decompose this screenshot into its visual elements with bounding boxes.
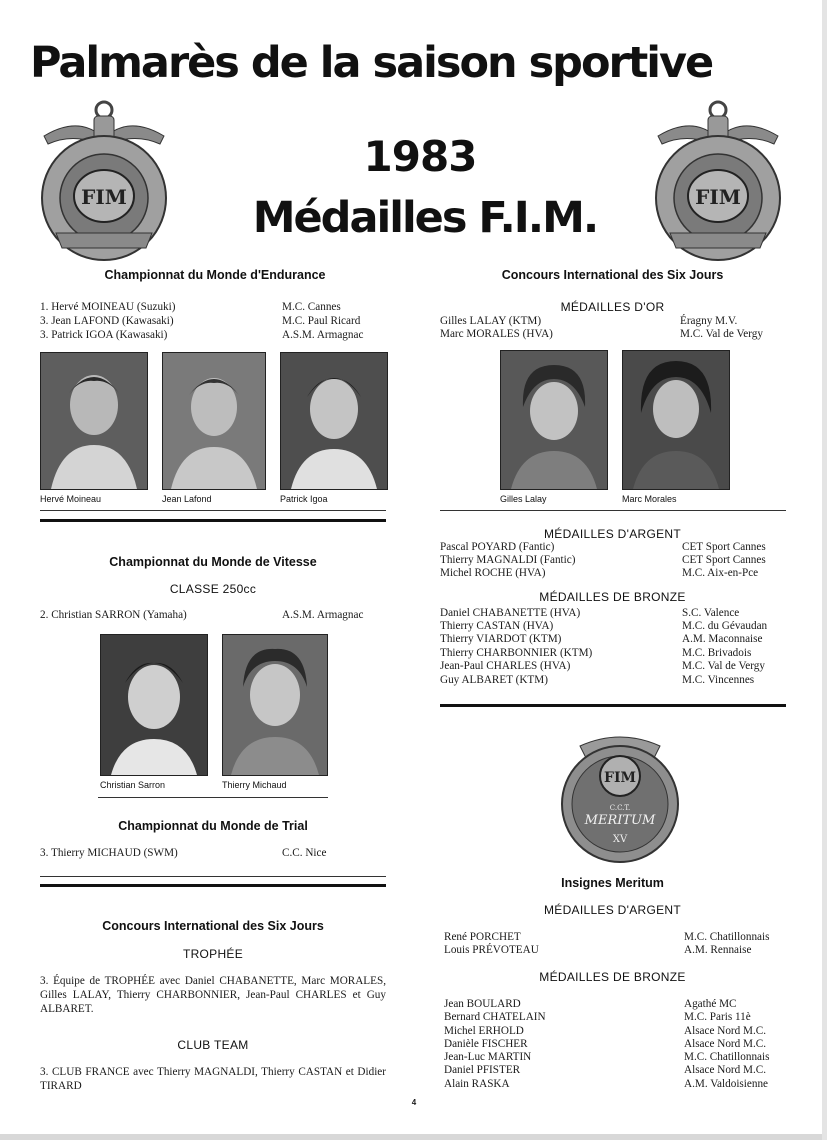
- meritum-bronze-club-6: Alsace Nord M.C.: [684, 1064, 767, 1076]
- vitesse-club-1: A.S.M. Armagnac: [282, 609, 364, 621]
- bronze-rider-2: Thierry CASTAN (HVA): [440, 620, 554, 632]
- divider: [40, 884, 386, 887]
- page-edge: [0, 1134, 827, 1140]
- caption-marc-morales: Marc Morales: [622, 494, 677, 504]
- meritum-bronze-name-5: Jean-Luc MARTIN: [444, 1051, 532, 1063]
- trophy-label: TROPHÉE: [182, 947, 244, 961]
- fim-badge-right-icon: [648, 98, 788, 268]
- bronze-club-5: M.C. Val de Vergy: [682, 660, 765, 672]
- meritum-bronze-club-1: Agathé MC: [684, 998, 737, 1010]
- club-team-label: CLUB TEAM: [177, 1038, 249, 1052]
- trial-heading: Championnat du Monde de Trial: [118, 819, 308, 833]
- trophy-text: 3. Équipe de TROPHÉE avec Daniel CHABANETTE, Marc MORALES, Gilles LALAY, Thierry CHARBONNIER, Jean-Paul CHARLES et Guy ALBARET.: [40, 975, 386, 1015]
- divider: [98, 797, 328, 798]
- meritum-bronze-name-4: Danièle FISCHER: [444, 1038, 528, 1050]
- silver-club-2: CET Sport Cannes: [682, 554, 766, 566]
- divider: [440, 510, 786, 511]
- meritum-bronze-name-1: Jean BOULARD: [444, 998, 521, 1010]
- gold-rider-2: Marc MORALES (HVA): [440, 328, 553, 340]
- caption-herve-moineau: Hervé Moineau: [40, 494, 102, 504]
- photo-christian-sarron: [100, 634, 208, 776]
- caption-christian-sarron: Christian Sarron: [100, 780, 166, 790]
- meritum-badge-icon: [558, 732, 682, 866]
- meritum-bronze-name-7: Alain RASKA: [444, 1078, 510, 1090]
- meritum-silver-club-2: A.M. Rennaise: [684, 944, 752, 956]
- caption-patrick-igoa: Patrick Igoa: [280, 494, 328, 504]
- bronze-club-3: A.M. Maconnaise: [682, 633, 763, 645]
- page-edge: [822, 0, 827, 1140]
- endurance-club-1: M.C. Cannes: [282, 301, 341, 313]
- silver-club-1: CET Sport Cannes: [682, 541, 766, 553]
- gold-club-2: M.C. Val de Vergy: [680, 328, 763, 340]
- bronze-rider-3: Thierry VIARDOT (KTM): [440, 633, 562, 645]
- bronze-club-6: M.C. Vincennes: [682, 674, 755, 686]
- photo-patrick-igoa: [280, 352, 388, 490]
- endurance-heading: Championnat du Monde d'Endurance: [104, 268, 326, 282]
- club-team-text: 3. CLUB FRANCE avec Thierry MAGNALDI, Thierry CASTAN et Didier TIRARD: [40, 1066, 386, 1092]
- page-number: 4: [411, 1098, 417, 1107]
- gold-rider-1: Gilles LALAY (KTM): [440, 315, 542, 327]
- meritum-bronze-club-5: M.C. Chatillonnais: [684, 1051, 770, 1063]
- bronze-club-1: S.C. Valence: [682, 607, 740, 619]
- bronze-club-4: M.C. Brivadois: [682, 647, 752, 659]
- trial-club-1: C.C. Nice: [282, 847, 327, 859]
- photo-marc-morales: [622, 350, 730, 490]
- silver-rider-3: Michel ROCHE (HVA): [440, 567, 546, 579]
- divider: [440, 704, 786, 707]
- meritum-bronze-name-2: Bernard CHATELAIN: [444, 1011, 546, 1023]
- bronze-rider-5: Jean-Paul CHARLES (HVA): [440, 660, 571, 672]
- silver-rider-2: Thierry MAGNALDI (Fantic): [440, 554, 576, 566]
- photo-thierry-michaud: [222, 634, 328, 776]
- endurance-rider-1: 1. Hervé MOINEAU (Suzuki): [40, 301, 176, 313]
- meritum-bronze-club-2: M.C. Paris 11è: [684, 1011, 751, 1023]
- endurance-rider-2: 3. Jean LAFOND (Kawasaki): [40, 315, 174, 327]
- silver-rider-1: Pascal POYARD (Fantic): [440, 541, 555, 553]
- meritum-badge-cct: C.C.T.: [609, 804, 631, 812]
- fim-badge-left-text: FIM: [81, 185, 127, 209]
- six-days-left-heading: Concours International des Six Jours: [102, 919, 324, 933]
- medals-subtitle: Médailles F.I.M.: [252, 193, 598, 243]
- silver-medals-label: MÉDAILLES D'ARGENT: [543, 527, 682, 541]
- gold-medals-label: MÉDAILLES D'OR: [560, 300, 665, 314]
- vitesse-rider-1: 2. Christian SARRON (Yamaha): [40, 609, 187, 621]
- meritum-silver-label: MÉDAILLES D'ARGENT: [543, 903, 682, 917]
- season-year: 1983: [363, 132, 477, 181]
- endurance-rider-3: 3. Patrick IGOA (Kawasaki): [40, 329, 168, 341]
- meritum-bronze-club-4: Alsace Nord M.C.: [684, 1038, 767, 1050]
- bronze-club-2: M.C. du Gévaudan: [682, 620, 768, 632]
- caption-gilles-lalay: Gilles Lalay: [500, 494, 547, 504]
- fim-badge-left-icon: [34, 98, 174, 268]
- six-days-right-heading: Concours International des Six Jours: [501, 268, 724, 282]
- vitesse-class-label: CLASSE 250cc: [169, 582, 257, 596]
- meritum-bronze-label: MÉDAILLES DE BRONZE: [539, 970, 686, 984]
- caption-thierry-michaud: Thierry Michaud: [222, 780, 287, 790]
- meritum-silver-name-2: Louis PRÉVOTEAU: [444, 944, 539, 956]
- bronze-rider-1: Daniel CHABANETTE (HVA): [440, 607, 581, 619]
- meritum-bronze-club-3: Alsace Nord M.C.: [684, 1025, 767, 1037]
- endurance-club-2: M.C. Paul Ricard: [282, 315, 361, 327]
- trial-rider-1: 3. Thierry MICHAUD (SWM): [40, 847, 178, 859]
- caption-jean-lafond: Jean Lafond: [162, 494, 212, 504]
- meritum-badge-word: MERITUM: [584, 813, 656, 828]
- endurance-club-3: A.S.M. Armagnac: [282, 329, 364, 341]
- page-title: Palmarès de la saison sportive: [30, 38, 713, 88]
- bronze-rider-4: Thierry CHARBONNIER (KTM): [440, 647, 593, 659]
- bronze-medals-label: MÉDAILLES DE BRONZE: [539, 590, 686, 604]
- divider: [40, 876, 386, 877]
- gold-club-1: Éragny M.V.: [680, 315, 738, 327]
- silver-club-3: M.C. Aix-en-Pce: [682, 567, 759, 579]
- meritum-bronze-name-6: Daniel PFISTER: [444, 1064, 521, 1076]
- meritum-silver-name-1: René PORCHET: [444, 931, 521, 943]
- meritum-silver-club-1: M.C. Chatillonnais: [684, 931, 770, 943]
- divider: [40, 510, 386, 511]
- meritum-heading: Insignes Meritum: [561, 876, 664, 890]
- meritum-bronze-name-3: Michel ERHOLD: [444, 1025, 524, 1037]
- meritum-badge-number: XV: [612, 834, 628, 845]
- divider: [40, 519, 386, 522]
- fim-badge-right-text: FIM: [695, 185, 741, 209]
- meritum-bronze-club-7: A.M. Valdoisienne: [684, 1078, 769, 1090]
- photo-herve-moineau: [40, 352, 148, 490]
- photo-gilles-lalay: [500, 350, 608, 490]
- vitesse-heading: Championnat du Monde de Vitesse: [109, 555, 317, 569]
- meritum-badge-fim: FIM: [604, 770, 636, 786]
- bronze-rider-6: Guy ALBARET (KTM): [440, 674, 548, 686]
- photo-jean-lafond: [162, 352, 266, 490]
